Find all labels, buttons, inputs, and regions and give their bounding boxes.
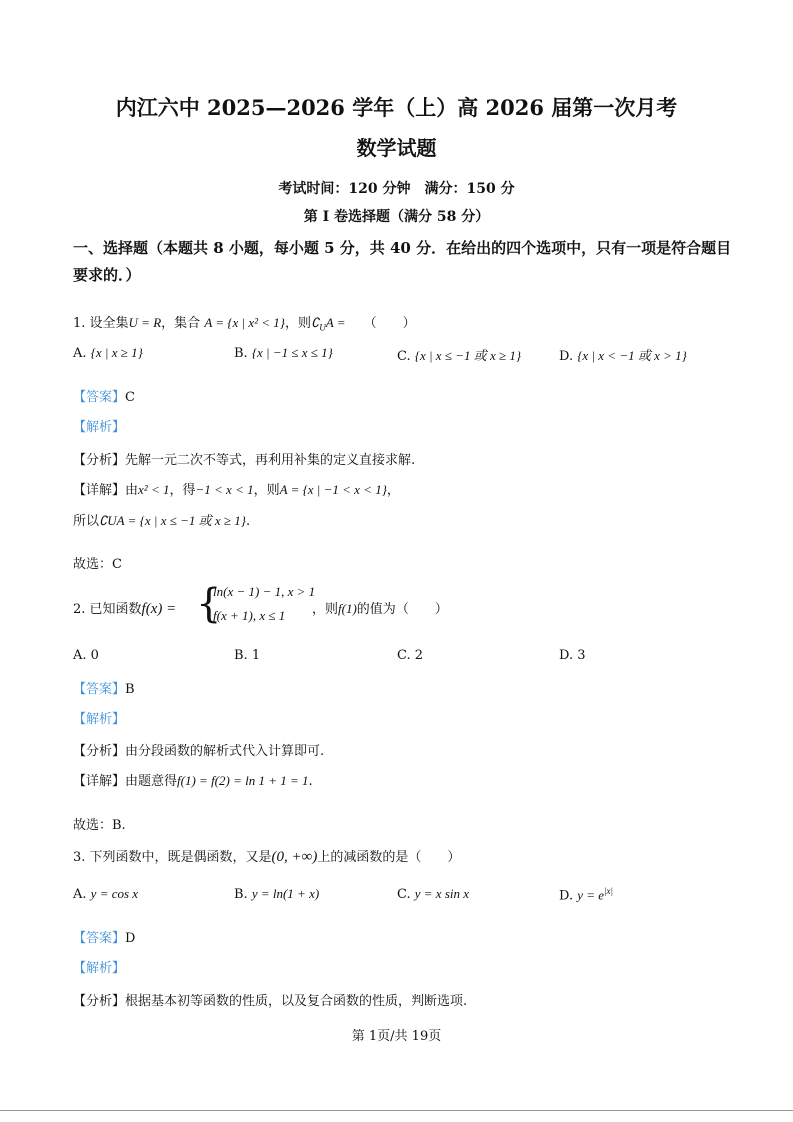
analysis-tag: 【解析】 bbox=[73, 712, 126, 727]
q2-fenxi-text: 由分段函数的解析式代入计算即可. bbox=[125, 744, 325, 759]
q2-stem-tail bbox=[312, 598, 448, 617]
q1-stem-text-2: ，集合 bbox=[161, 316, 201, 331]
q3-interval: (0, +∞) bbox=[271, 849, 318, 865]
answer-tag: 【答案】 bbox=[73, 931, 126, 946]
q1-option-a-value: {x | x ≥ 1} bbox=[90, 345, 143, 360]
q1-option-c-value: {x | x ≤ −1 或 x ≥ 1} bbox=[414, 348, 522, 363]
analysis-tag: 【解析】 bbox=[73, 961, 126, 976]
fenxi-tag: 【分析】 bbox=[73, 744, 126, 759]
q1-option-b bbox=[234, 345, 333, 361]
q2-function-name: f(x) = bbox=[141, 601, 177, 617]
q1-xj-inequality: x² < 1 bbox=[138, 482, 170, 497]
q3-answer bbox=[73, 927, 135, 946]
q2-stem-text-3: 的值为 bbox=[356, 602, 396, 617]
q1-stem bbox=[73, 312, 416, 333]
q3-option-b-label: B. bbox=[234, 887, 248, 902]
q1-xiangjie bbox=[73, 479, 400, 498]
section-heading: 一、选择题（本题共 8 小题，每小题 5 分，共 40 分．在给出的四个选项中，只有一项是符合题目要求的．） bbox=[73, 239, 732, 284]
q1-answer-blank: （ ） bbox=[363, 316, 416, 331]
q2-xj-text-2: . bbox=[308, 774, 313, 789]
q1-universal-set: U = R bbox=[128, 315, 162, 330]
q1-xiangjie-2 bbox=[73, 510, 250, 529]
q1-xj2-text: 所以 bbox=[73, 514, 100, 529]
q1-complement-a: A = bbox=[325, 315, 346, 330]
q2-f1: f(1) bbox=[338, 601, 357, 616]
q1-option-d-value: {x | x < −1 或 x > 1} bbox=[577, 348, 687, 363]
q1-option-c bbox=[397, 345, 521, 364]
fenxi-tag: 【分析】 bbox=[73, 453, 126, 468]
q1-xj-text-3: ，则 bbox=[253, 483, 280, 498]
q2-answer bbox=[73, 678, 135, 697]
q1-option-a bbox=[73, 345, 143, 361]
q3-option-c-value: y = x sin x bbox=[414, 886, 470, 901]
q2-stem-text: 2. 已知函数 bbox=[73, 602, 142, 617]
q3-option-b-value: y = ln(1 + x) bbox=[251, 886, 320, 901]
q1-xj-set: A = {x | −1 < x < 1} bbox=[279, 482, 387, 497]
xiangjie-tag: 【详解】 bbox=[73, 774, 126, 789]
q1-option-b-value: {x | −1 ≤ x ≤ 1} bbox=[251, 345, 333, 360]
q3-option-a-label: A. bbox=[73, 887, 87, 902]
page-number: 第 1页/共 19页 bbox=[351, 1029, 442, 1044]
q2-xj-equation: f(1) = f(2) = ln 1 + 1 = 1 bbox=[177, 773, 309, 788]
exam-info: 考试时间：120 分钟 满分：150 分 bbox=[278, 181, 515, 197]
q1-conclusion: 故选：C bbox=[73, 557, 122, 572]
q1-xj2-set: ∁UA = {x | x ≤ −1 或 x ≥ 1} bbox=[99, 513, 246, 528]
q3-option-d-value: y = e bbox=[577, 887, 605, 903]
subject-title: 数学试题 bbox=[356, 136, 437, 160]
q2-answer-value: B bbox=[125, 682, 135, 697]
q2-option-d: D. 3 bbox=[559, 648, 586, 663]
q2-conclusion: 故选：B. bbox=[73, 818, 126, 833]
part-heading: 第 I 卷选择题（满分 58 分） bbox=[303, 209, 490, 225]
q1-complement-symbol: ∁ bbox=[311, 315, 320, 330]
q3-option-d bbox=[559, 886, 613, 903]
fenxi-tag: 【分析】 bbox=[73, 994, 126, 1009]
q1-option-c-label: C. bbox=[397, 349, 411, 364]
q3-option-a-value: y = cos x bbox=[90, 886, 139, 901]
q3-analysis-tag bbox=[73, 957, 125, 976]
q1-fenxi bbox=[73, 449, 415, 468]
q1-stem-text-3: ，则 bbox=[284, 316, 311, 331]
q3-option-c-label: C. bbox=[397, 887, 411, 902]
q1-option-d-label: D. bbox=[559, 349, 574, 364]
q2-option-b: B. 1 bbox=[234, 648, 261, 663]
q3-option-d-label: D. bbox=[559, 888, 574, 904]
q1-answer-value: C bbox=[125, 390, 135, 405]
q2-stem bbox=[73, 598, 176, 618]
q1-stem-text: 1. 设全集 bbox=[73, 316, 129, 331]
q1-xj2-text-2: . bbox=[245, 514, 251, 529]
q3-fenxi bbox=[73, 990, 467, 1009]
q2-fenxi bbox=[73, 740, 324, 759]
q3-option-b bbox=[234, 886, 319, 902]
q2-piecewise-brace: { bbox=[196, 581, 222, 627]
answer-tag: 【答案】 bbox=[73, 682, 126, 697]
answer-tag: 【答案】 bbox=[73, 390, 126, 405]
q3-stem-text: 3. 下列函数中，既是偶函数，又是 bbox=[73, 850, 272, 865]
q1-option-d bbox=[559, 345, 687, 364]
q1-option-a-label: A. bbox=[73, 346, 87, 361]
q3-option-c bbox=[397, 886, 469, 902]
q1-xj-text-4: ， bbox=[386, 483, 400, 498]
q1-xj-text-2: ，得 bbox=[169, 483, 196, 498]
q2-xiangjie bbox=[73, 770, 313, 789]
q3-option-d-exponent: |x| bbox=[604, 886, 613, 896]
q1-fenxi-text: 先解一元二次不等式，再利用补集的定义直接求解. bbox=[125, 453, 416, 468]
analysis-tag: 【解析】 bbox=[73, 420, 126, 435]
q1-option-b-label: B. bbox=[234, 346, 248, 361]
q3-answer-blank: （ ） bbox=[408, 850, 461, 865]
q2-analysis-tag bbox=[73, 708, 125, 727]
q1-set-a: A = {x | x² < 1} bbox=[204, 315, 285, 330]
q2-option-a: A. 0 bbox=[73, 648, 99, 663]
q1-analysis-tag bbox=[73, 416, 125, 435]
q3-option-a bbox=[73, 886, 138, 902]
q3-answer-value: D bbox=[125, 931, 136, 946]
q1-xj-range: −1 < x < 1 bbox=[195, 482, 254, 497]
q1-answer bbox=[73, 386, 135, 405]
q2-option-c: C. 2 bbox=[397, 648, 424, 663]
q3-stem bbox=[73, 846, 460, 866]
q1-xj-text: 由 bbox=[125, 483, 139, 498]
q2-answer-blank: （ ） bbox=[395, 602, 448, 617]
q3-stem-text-2: 上的减函数的是 bbox=[317, 850, 409, 865]
xiangjie-tag: 【详解】 bbox=[73, 483, 126, 498]
q3-fenxi-text: 根据基本初等函数的性质，以及复合函数的性质，判断选项. bbox=[125, 994, 468, 1009]
page-bottom-divider bbox=[0, 1110, 793, 1111]
q2-stem-text-2: ，则 bbox=[312, 602, 339, 617]
q1-complement-subscript: U bbox=[319, 322, 326, 333]
q2-xj-text: 由题意得 bbox=[125, 774, 178, 789]
q2-piece-2: f(x + 1), x ≤ 1 bbox=[213, 608, 286, 623]
q2-piece-1: ln(x − 1) − 1, x > 1 bbox=[213, 584, 316, 599]
exam-title: 内江六中 2025—2026 学年（上）高 2026 届第一次月考 bbox=[115, 95, 678, 120]
